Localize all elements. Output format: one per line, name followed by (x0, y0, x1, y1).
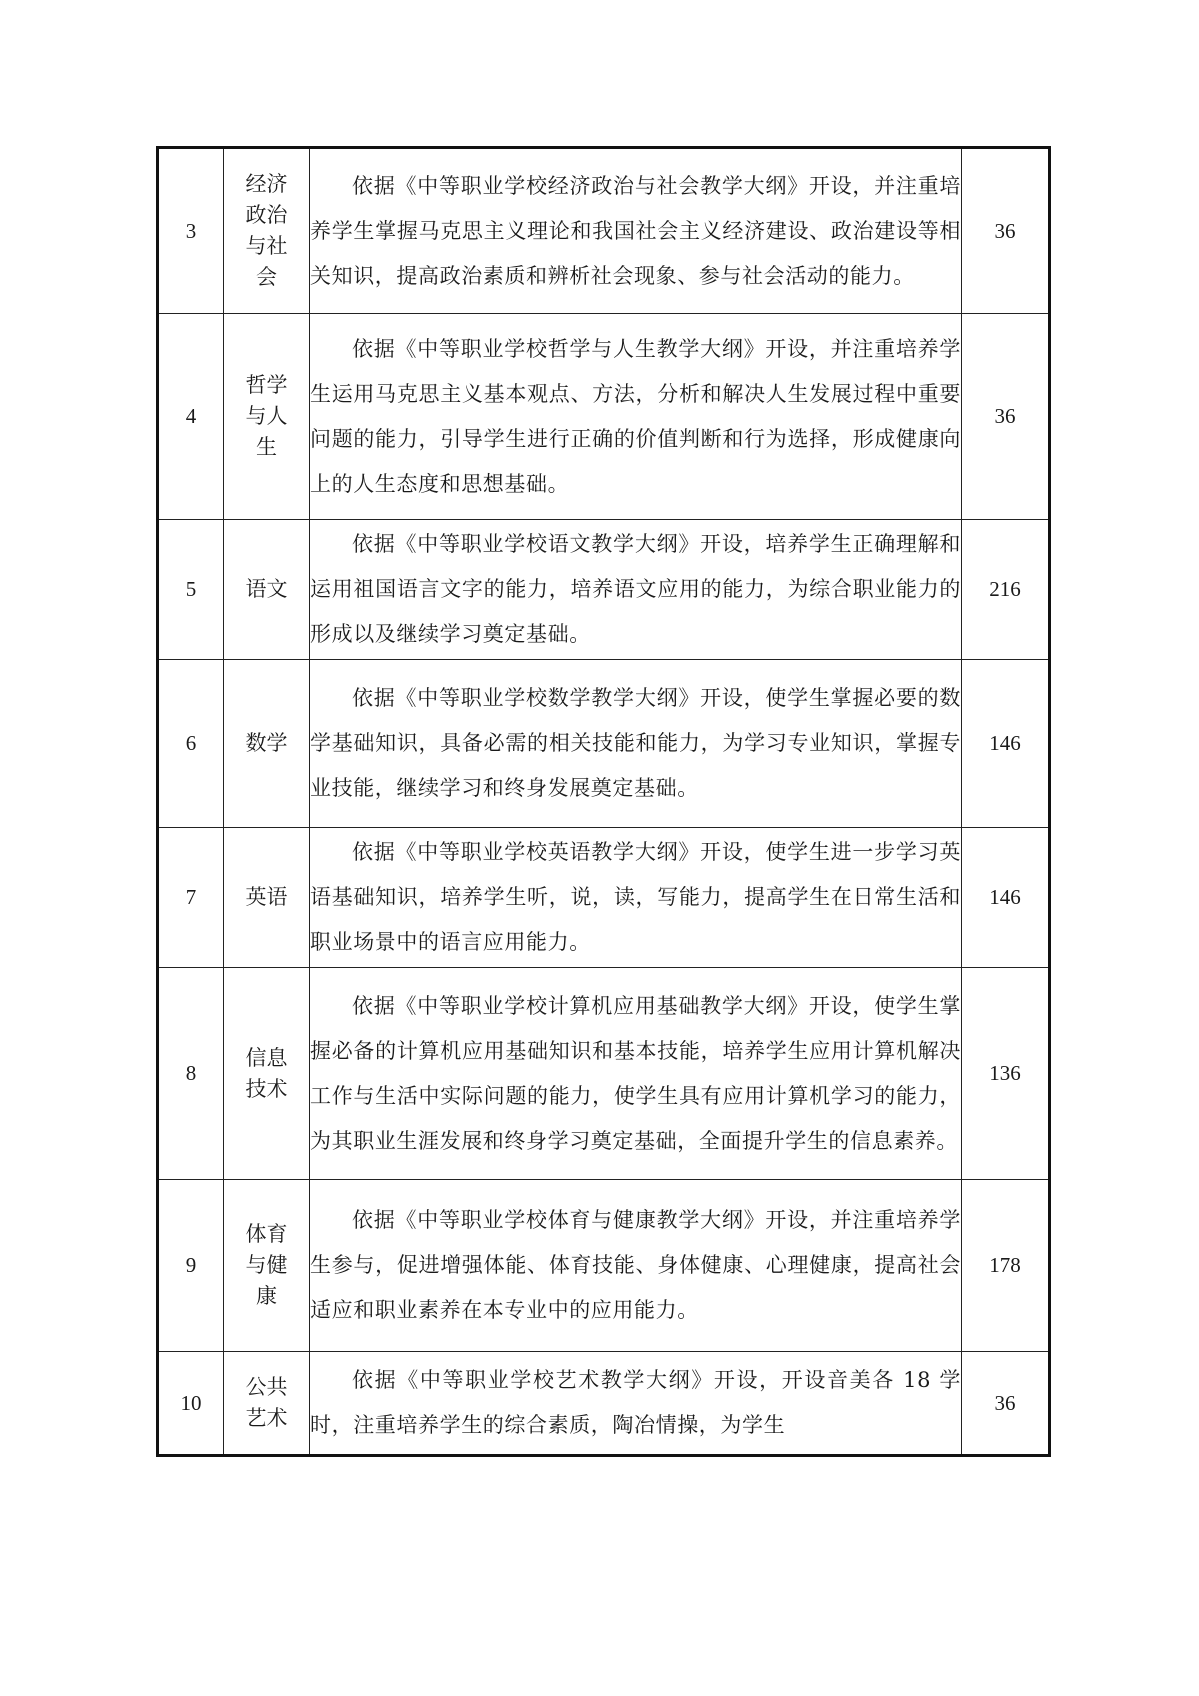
course-table (156, 146, 1051, 1457)
course-number: 3 (158, 148, 224, 314)
course-name-cell (224, 314, 310, 520)
course-name-cell (224, 828, 310, 968)
table-row (158, 828, 1050, 968)
course-description: 依据《中等职业学校艺术教学大纲》开设，开设音美各 18 学时，注重培养学生的综合素质，陶冶情操，为学生 (310, 1368, 961, 1437)
course-description-cell (310, 1180, 962, 1352)
course-description: 依据《中等职业学校语文教学大纲》开设，培养学生正确理解和运用祖国语言文字的能力，培养语文应用的能力，为综合职业能力的形成以及继续学习奠定基础。 (310, 532, 961, 646)
course-hours: 36 (962, 1352, 1050, 1456)
table-row (158, 314, 1050, 520)
course-description: 依据《中等职业学校数学教学大纲》开设，使学生掌握必要的数学基础知识，具备必需的相关技能和能力，为学习专业知识，掌握专业技能，继续学习和终身发展奠定基础。 (310, 686, 961, 800)
course-description-cell (310, 828, 962, 968)
course-number: 10 (158, 1352, 224, 1456)
course-description-cell (310, 660, 962, 828)
course-name: 英语 (245, 885, 288, 909)
course-name-cell (224, 660, 310, 828)
course-number: 8 (158, 968, 224, 1180)
course-number: 5 (158, 520, 224, 660)
table-row (158, 1180, 1050, 1352)
course-name: 体育与健康 (245, 1222, 288, 1308)
course-description-cell (310, 520, 962, 660)
course-number: 9 (158, 1180, 224, 1352)
course-name-cell (224, 1352, 310, 1456)
course-name: 数学 (245, 731, 288, 755)
course-description: 依据《中等职业学校经济政治与社会教学大纲》开设，并注重培养学生掌握马克思主义理论和我国社会主义经济建设、政治建设等相关知识，提高政治素质和辨析社会现象、参与社会活动的能力。 (310, 173, 961, 288)
table-row (158, 660, 1050, 828)
course-description: 依据《中等职业学校哲学与人生教学大纲》开设，并注重培养学生运用马克思主义基本观点、方法，分析和解决人生发展过程中重要问题的能力，引导学生进行正确的价值判断和行为选择，形成健康向上的人生态度和思想基础。 (310, 336, 961, 496)
course-name-cell (224, 148, 310, 314)
course-description-cell (310, 148, 962, 314)
course-hours: 178 (962, 1180, 1050, 1352)
course-description-cell (310, 314, 962, 520)
course-description-cell (310, 1352, 962, 1456)
table-row (158, 148, 1050, 314)
course-hours: 36 (962, 148, 1050, 314)
course-name-cell (224, 1180, 310, 1352)
course-hours: 146 (962, 660, 1050, 828)
course-name: 哲学与人生 (245, 373, 288, 459)
table-row (158, 520, 1050, 660)
course-hours: 36 (962, 314, 1050, 520)
course-number: 6 (158, 660, 224, 828)
course-name-cell (224, 520, 310, 660)
course-description: 依据《中等职业学校计算机应用基础教学大纲》开设，使学生掌握必备的计算机应用基础知识和基本技能，培养学生应用计算机解决工作与生活中实际问题的能力，使学生具有应用计算机学习的能力，为其职业生涯发展和终身学习奠定基础，全面提升学生的信息素养。 (310, 993, 961, 1153)
course-name: 语文 (245, 577, 288, 601)
course-description: 依据《中等职业学校英语教学大纲》开设，使学生进一步学习英语基础知识，培养学生听，说，读，写能力，提高学生在日常生活和职业场景中的语言应用能力。 (310, 840, 961, 954)
course-number: 4 (158, 314, 224, 520)
course-name: 公共艺术 (245, 1375, 288, 1430)
course-hours: 136 (962, 968, 1050, 1180)
course-number: 7 (158, 828, 224, 968)
course-hours: 146 (962, 828, 1050, 968)
course-name: 经济政治与社会 (245, 172, 288, 289)
course-description: 依据《中等职业学校体育与健康教学大纲》开设，并注重培养学生参与，促进增强体能、体育技能、身体健康、心理健康，提高社会适应和职业素养在本专业中的应用能力。 (310, 1208, 961, 1322)
course-name: 信息技术 (245, 1045, 288, 1101)
table-row (158, 1352, 1050, 1456)
table-row (158, 968, 1050, 1180)
course-description-cell (310, 968, 962, 1180)
course-name-cell (224, 968, 310, 1180)
course-hours: 216 (962, 520, 1050, 660)
